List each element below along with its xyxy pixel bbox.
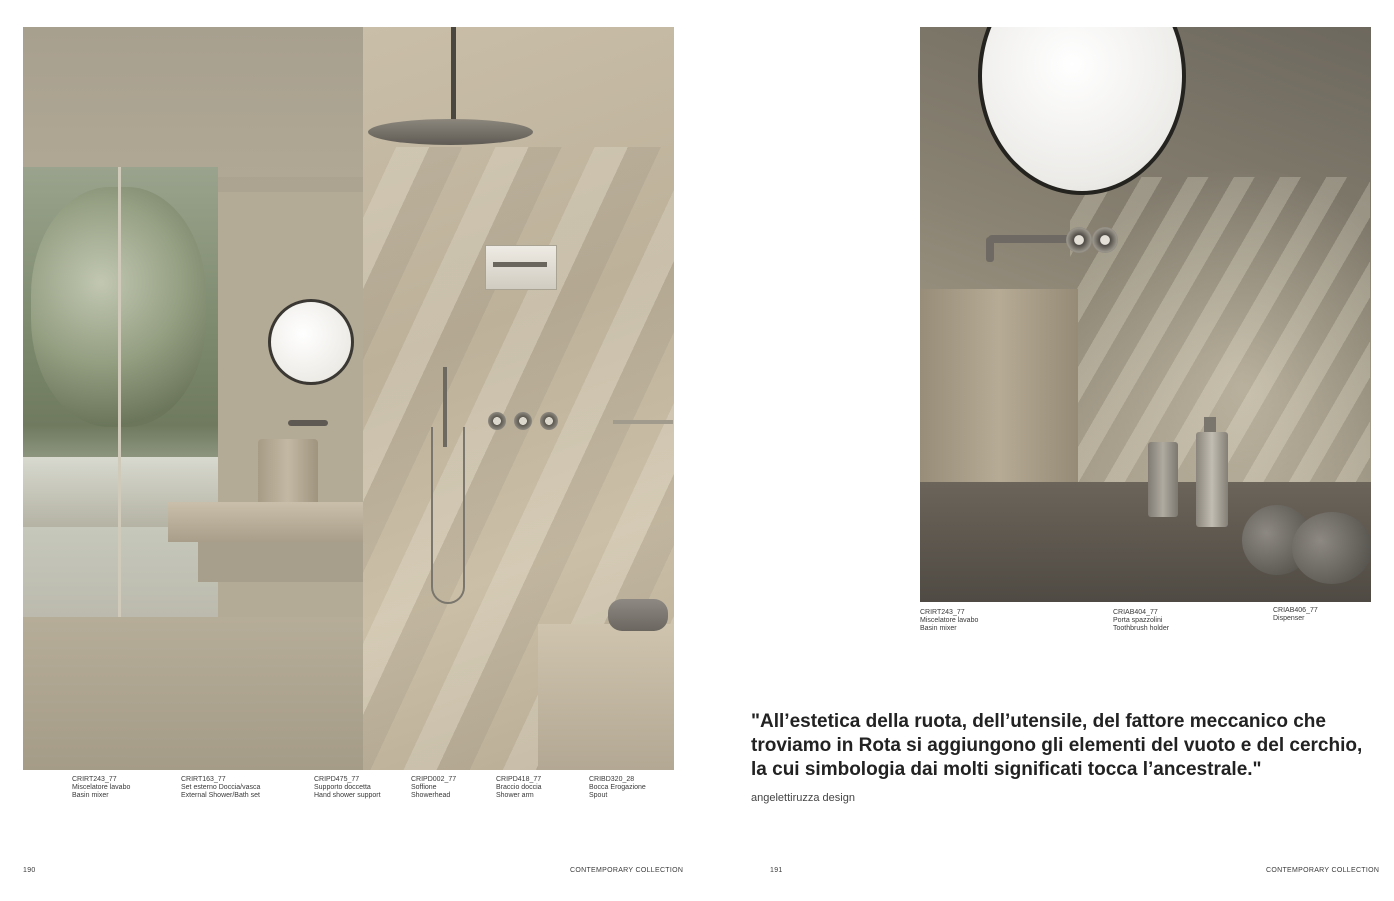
- stone-bench: [538, 624, 674, 770]
- spout-plate: [485, 245, 557, 290]
- caption-3: CRIPD475_77 Supporto doccetta Hand shower support: [314, 776, 381, 799]
- caption-1: CRIRT243_77 Miscelatore lavabo Basin mixer: [920, 609, 979, 632]
- rolled-towel: [1292, 512, 1371, 584]
- caption-6: CRIBD320_28 Bocca Erogazione Spout: [589, 776, 646, 799]
- vanity-slab: [168, 502, 363, 542]
- shower-valves: [488, 412, 578, 432]
- towel-rail: [613, 420, 673, 424]
- right-page: [697, 0, 1394, 901]
- caption-4: CRIPD002_77 Soffione Showerhead: [411, 776, 457, 799]
- basin-mixer: [288, 420, 328, 426]
- pull-quote: "All’estetica della ruota, dell’utensile, del fattore meccanico che troviamo in Rota si aggiungono gli elementi del vuoto e del cerchio, la cui simbologia dai molti significati tocca l’ancestrale.": [751, 711, 1363, 780]
- stone-basin: [258, 439, 318, 509]
- shower-room-photo: [23, 27, 674, 770]
- soap-dispenser: [1196, 432, 1228, 527]
- quote-credit: angelettiruzza design: [751, 792, 855, 804]
- caption-5: CRIPD418_77 Braccio doccia Shower arm: [496, 776, 542, 799]
- shower-arm: [451, 27, 456, 122]
- rolled-towels: [608, 599, 668, 631]
- mixer-wheel: [1066, 227, 1092, 253]
- caption-2: CRIAB404_77 Porta spazzolini Toothbrush holder: [1113, 609, 1170, 632]
- showerhead: [368, 119, 533, 145]
- page-number: 191: [770, 867, 783, 874]
- basin-detail-photo: [920, 27, 1371, 602]
- toothbrush-holder: [1148, 442, 1178, 517]
- caption-1: CRIRT243_77 Miscelatore lavabo Basin mixer: [72, 776, 131, 799]
- caption-3: CRIAB406_77 Dispenser: [1273, 607, 1318, 622]
- running-header: CONTEMPORARY COLLECTION: [570, 867, 684, 874]
- caption-2: CRIRT163_77 Set esterno Doccia/vasca External Shower/Bath set: [181, 776, 261, 799]
- valve-wheel: [540, 412, 558, 430]
- basin-mixer: [988, 235, 1073, 243]
- valve-wheel: [488, 412, 506, 430]
- shower-hose: [431, 427, 465, 604]
- valve-wheel: [514, 412, 532, 430]
- round-mirror: [268, 299, 354, 385]
- mixer-wheel: [1092, 227, 1118, 253]
- running-header: CONTEMPORARY COLLECTION: [1266, 867, 1380, 874]
- page-number: 190: [23, 867, 36, 874]
